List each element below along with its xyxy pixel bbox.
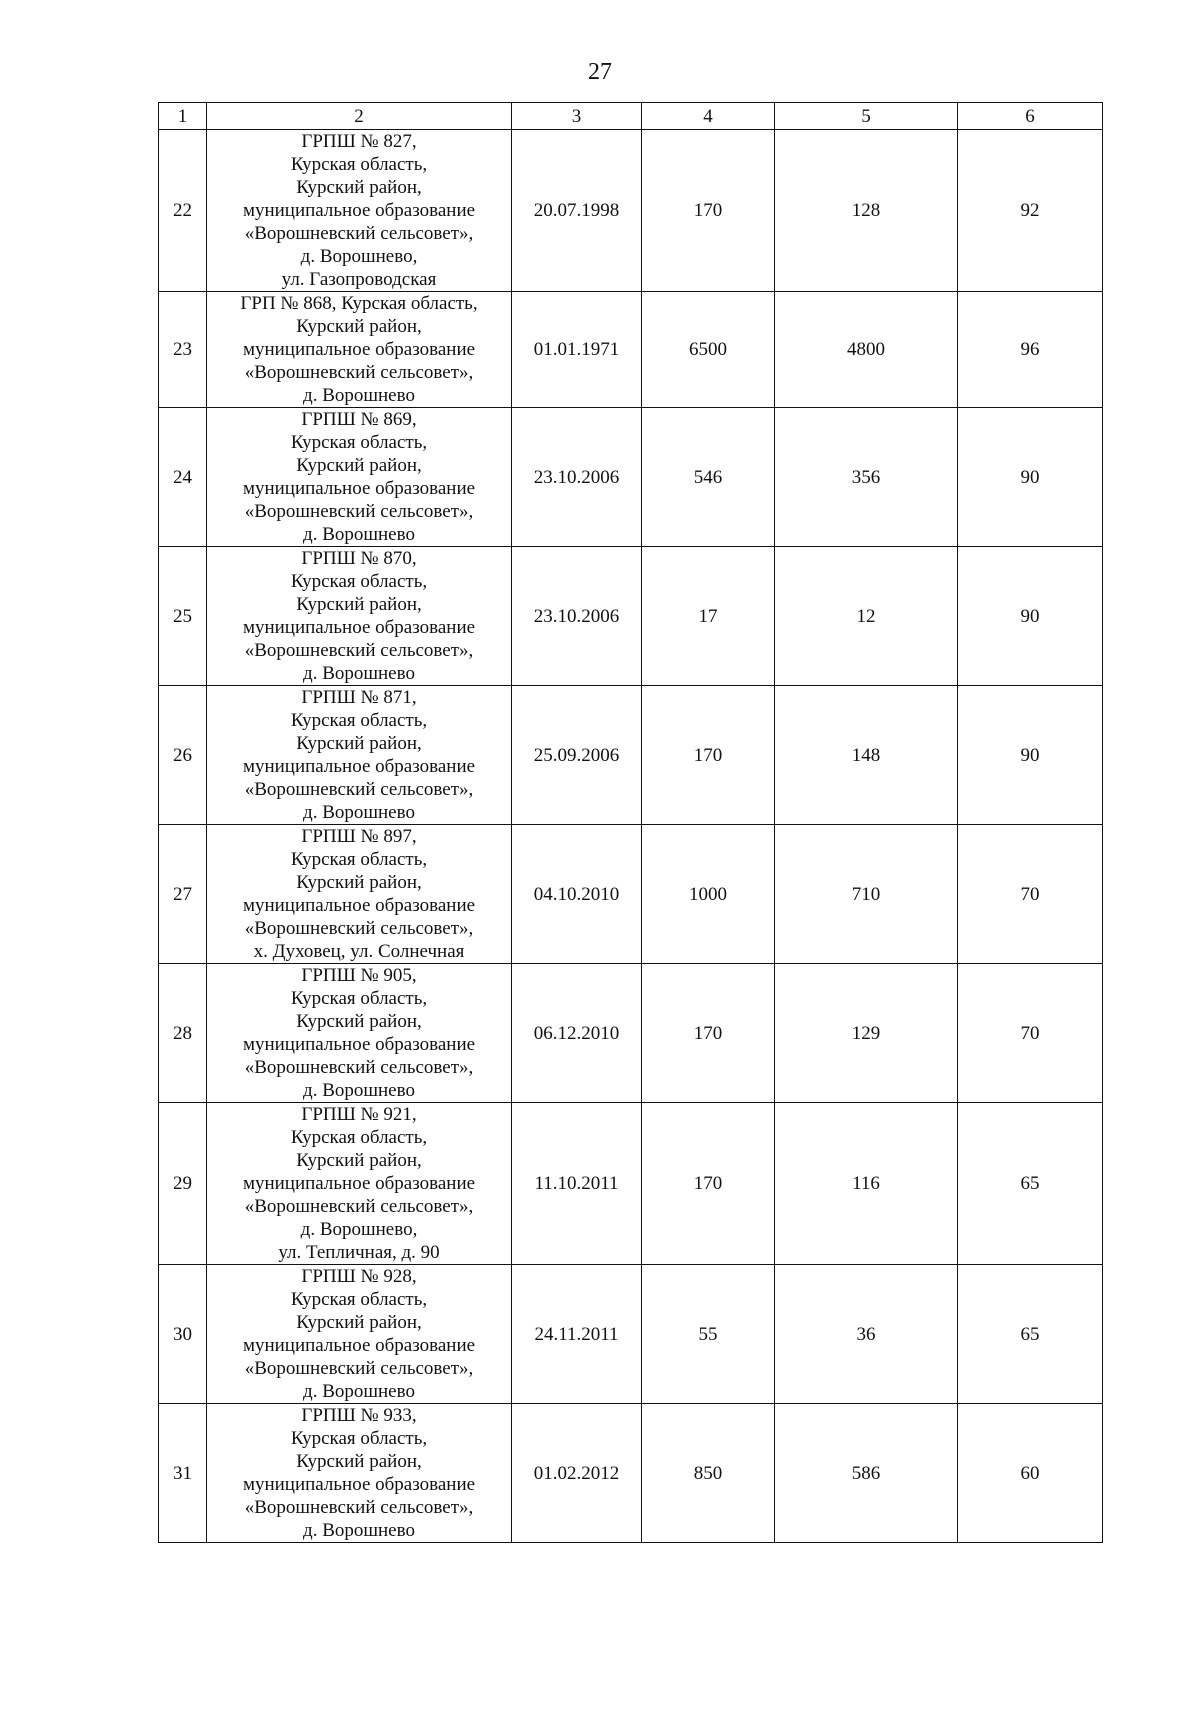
address-line: муниципальное образование [242,895,476,916]
address-line: ГРПШ № 870, [301,548,417,569]
address-line: Курская область, [290,849,428,870]
value-cell-4: 850 [642,1404,775,1543]
row-number-cell: 30 [159,1265,207,1404]
address-cell [207,1103,512,1265]
value-cell-4: 170 [642,130,775,292]
row-number-cell: 26 [159,686,207,825]
page-number: 27 [588,59,612,85]
address-line: «Ворошневский сельсовет», [244,779,474,800]
value-cell-4: 6500 [642,292,775,408]
address-line: Курский район, [296,1451,422,1472]
address-line: Курская область, [290,1127,428,1148]
row-number-cell: 29 [159,1103,207,1265]
value-cell-5: 129 [775,964,958,1103]
address-cell [207,1404,512,1543]
value-cell-4: 546 [642,408,775,547]
value-cell-4: 1000 [642,825,775,964]
address-line: Курский район, [296,177,422,198]
address-line: д. Ворошнево [303,1080,415,1101]
address-cell [207,686,512,825]
column-header: 2 [207,103,512,130]
table-row [159,547,1103,686]
address-line: ГРП № 868, Курская область, [240,293,478,314]
value-cell-4: 170 [642,686,775,825]
address-line: «Ворошневский сельсовет», [244,918,474,939]
header-row [159,103,1103,130]
address-line: муниципальное образование [242,1474,476,1495]
address-line: ГРПШ № 869, [301,409,417,430]
value-cell-5: 36 [775,1265,958,1404]
address-line: муниципальное образование [242,478,476,499]
value-cell-5: 128 [775,130,958,292]
value-cell-5: 12 [775,547,958,686]
address-line: д. Ворошнево [303,663,415,684]
date-cell: 20.07.1998 [512,130,642,292]
address-cell [207,547,512,686]
address-line: Курская область, [290,432,428,453]
address-line: Курский район, [296,872,422,893]
address-line: Курская область, [290,154,428,175]
table-row [159,686,1103,825]
address-cell [207,130,512,292]
value-cell-5: 148 [775,686,958,825]
address-line: Курская область, [290,1289,428,1310]
address-line: х. Духовец, ул. Солнечная [253,941,465,962]
address-line: Курский район, [296,1150,422,1171]
value-cell-5: 710 [775,825,958,964]
date-cell: 04.10.2010 [512,825,642,964]
address-line: ул. Тепличная, д. 90 [278,1242,440,1263]
address-line: ГРПШ № 921, [301,1104,417,1125]
row-number-cell: 27 [159,825,207,964]
address-line: Курская область, [290,988,428,1009]
date-cell: 25.09.2006 [512,686,642,825]
address-line: муниципальное образование [242,1173,476,1194]
address-line: д. Ворошнево [303,1520,415,1541]
table-row [159,130,1103,292]
table-row [159,1265,1103,1404]
value-cell-6: 60 [958,1404,1103,1543]
column-header: 4 [642,103,775,130]
value-cell-6: 96 [958,292,1103,408]
value-cell-4: 170 [642,1103,775,1265]
value-cell-6: 90 [958,408,1103,547]
value-cell-5: 116 [775,1103,958,1265]
date-cell: 24.11.2011 [512,1265,642,1404]
address-line: «Ворошневский сельсовет», [244,362,474,383]
address-line: муниципальное образование [242,339,476,360]
value-cell-6: 70 [958,964,1103,1103]
address-line: «Ворошневский сельсовет», [244,501,474,522]
address-line: муниципальное образование [242,617,476,638]
address-line: «Ворошневский сельсовет», [244,1358,474,1379]
value-cell-5: 586 [775,1404,958,1543]
value-cell-5: 356 [775,408,958,547]
date-cell: 06.12.2010 [512,964,642,1103]
row-number-cell: 23 [159,292,207,408]
address-line: «Ворошневский сельсовет», [244,1497,474,1518]
table-body [159,130,1103,1543]
table-row [159,1404,1103,1543]
address-line: Курский район, [296,316,422,337]
row-number-cell: 24 [159,408,207,547]
value-cell-6: 92 [958,130,1103,292]
address-line: д. Ворошнево [303,385,415,406]
value-cell-5: 4800 [775,292,958,408]
address-line: муниципальное образование [242,1034,476,1055]
address-line: д. Ворошнево, [300,246,418,267]
date-cell: 23.10.2006 [512,547,642,686]
address-line: д. Ворошнево [303,802,415,823]
address-line: ГРПШ № 933, [301,1405,417,1426]
address-line: Курская область, [290,710,428,731]
column-header: 5 [775,103,958,130]
address-line: ГРПШ № 928, [301,1266,417,1287]
column-header: 1 [159,103,207,130]
table-row [159,408,1103,547]
address-cell [207,825,512,964]
address-line: ГРПШ № 871, [301,687,417,708]
row-number-cell: 22 [159,130,207,292]
address-line: ул. Газопроводская [281,269,437,290]
address-line: муниципальное образование [242,1335,476,1356]
value-cell-6: 90 [958,686,1103,825]
address-line: «Ворошневский сельсовет», [244,640,474,661]
address-line: ГРПШ № 827, [301,131,417,152]
column-header: 3 [512,103,642,130]
date-cell: 23.10.2006 [512,408,642,547]
value-cell-4: 17 [642,547,775,686]
address-line: «Ворошневский сельсовет», [244,223,474,244]
table-row [159,1103,1103,1265]
table-row [159,825,1103,964]
table-row [159,964,1103,1103]
date-cell: 01.01.1971 [512,292,642,408]
value-cell-6: 90 [958,547,1103,686]
address-cell [207,1265,512,1404]
address-line: Курская область, [290,571,428,592]
address-line: ГРПШ № 897, [301,826,417,847]
address-line: муниципальное образование [242,200,476,221]
address-line: «Ворошневский сельсовет», [244,1196,474,1217]
address-line: Курский район, [296,594,422,615]
address-line: муниципальное образование [242,756,476,777]
date-cell: 11.10.2011 [512,1103,642,1265]
address-line: Курская область, [290,1428,428,1449]
address-cell [207,964,512,1103]
address-line: д. Ворошнево [303,524,415,545]
address-line: д. Ворошнево [303,1381,415,1402]
row-number-cell: 25 [159,547,207,686]
value-cell-4: 170 [642,964,775,1103]
address-line: д. Ворошнево, [300,1219,418,1240]
address-line: Курский район, [296,455,422,476]
value-cell-6: 65 [958,1103,1103,1265]
document-table [158,102,1103,1543]
row-number-cell: 31 [159,1404,207,1543]
date-cell: 01.02.2012 [512,1404,642,1543]
value-cell-6: 70 [958,825,1103,964]
value-cell-4: 55 [642,1265,775,1404]
address-line: Курский район, [296,733,422,754]
row-number-cell: 28 [159,964,207,1103]
address-line: «Ворошневский сельсовет», [244,1057,474,1078]
address-cell [207,292,512,408]
address-line: ГРПШ № 905, [301,965,417,986]
table-row [159,292,1103,408]
column-header: 6 [958,103,1103,130]
address-line: Курский район, [296,1312,422,1333]
address-cell [207,408,512,547]
value-cell-6: 65 [958,1265,1103,1404]
address-line: Курский район, [296,1011,422,1032]
